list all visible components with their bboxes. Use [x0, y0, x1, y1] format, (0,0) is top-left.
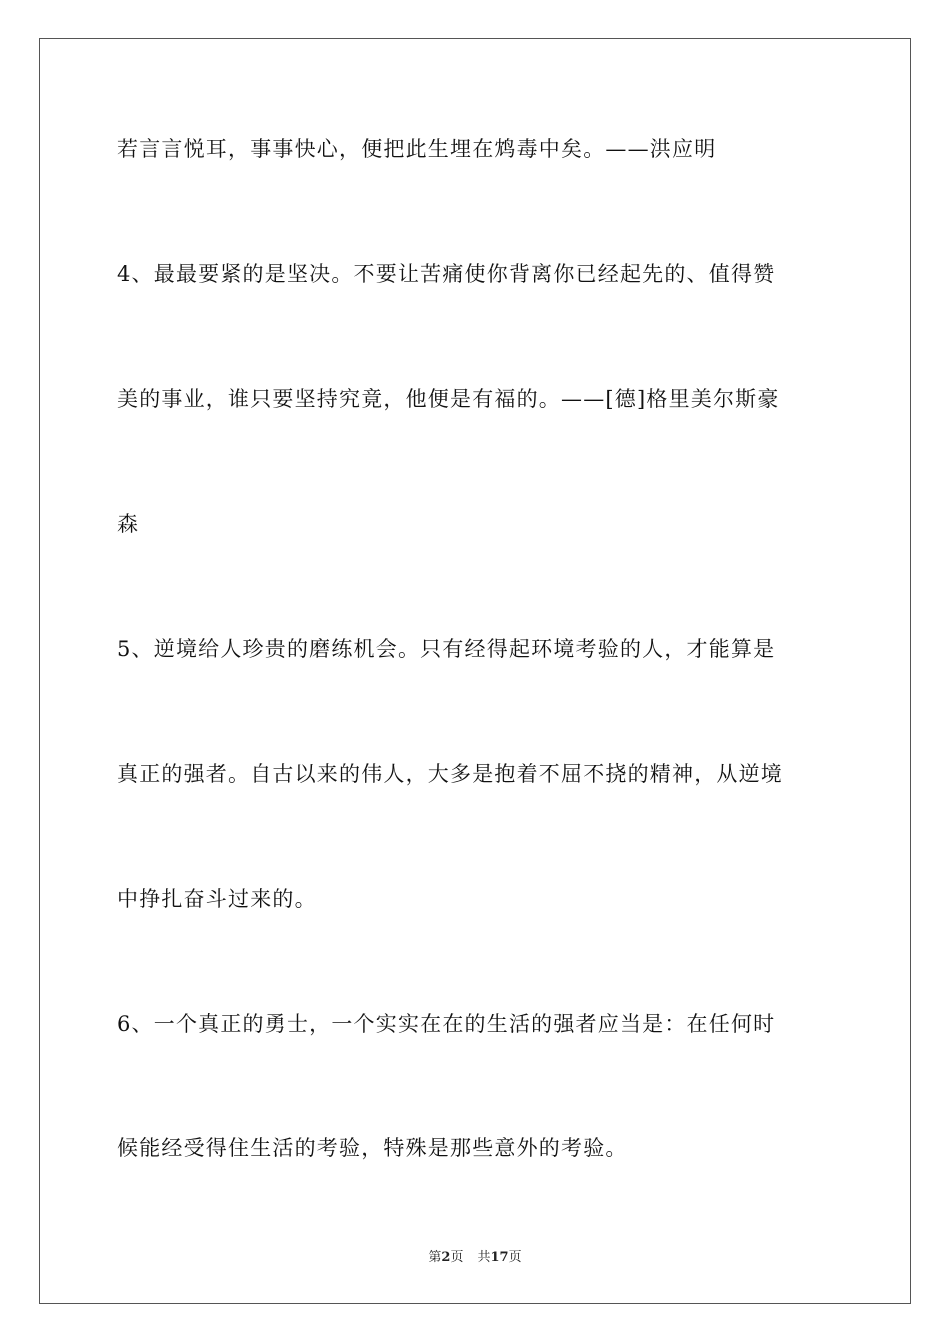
total-suffix: 页	[508, 1250, 522, 1265]
total-prefix: 共	[477, 1250, 491, 1265]
page-footer	[0, 1246, 950, 1265]
text-line-3: 美的事业，谁只要坚持究竟，他便是有福的。——[德]格里美尔斯豪	[117, 387, 780, 411]
text-line-4: 森	[117, 512, 140, 536]
page-prefix: 第	[428, 1250, 442, 1265]
text-line-6: 真正的强者。自古以来的伟人，大多是抱着不屈不挠的精神，从逆境	[117, 762, 783, 786]
page-current: 2	[441, 1250, 451, 1265]
text-line-2: 4、最最要紧的是坚决。不要让苦痛使你背离你已经起先的、值得赞	[117, 262, 776, 286]
text-line-1: 若言言悦耳，事事快心，便把此生埋在鸩毒中矣。——洪应明	[117, 137, 717, 161]
text-line-7: 中挣扎奋斗过来的。	[117, 887, 317, 911]
text-line-5: 5、逆境给人珍贵的磨练机会。只有经得起环境考验的人，才能算是	[117, 637, 776, 661]
text-line-9: 候能经受得住生活的考验，特殊是那些意外的考验。	[117, 1136, 628, 1160]
text-line-8: 6、一个真正的勇士，一个实实在在的生活的强者应当是：在任何时	[117, 1012, 776, 1036]
page-suffix: 页	[450, 1250, 464, 1265]
page-border	[39, 38, 911, 1304]
page-total: 17	[490, 1250, 509, 1265]
